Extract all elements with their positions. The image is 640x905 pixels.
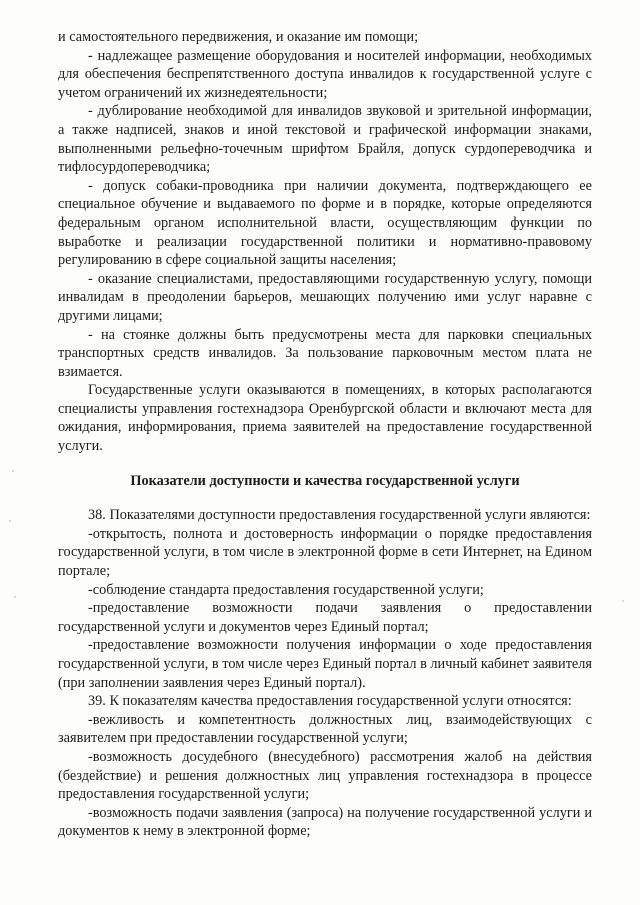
paragraph: 39. К показателям качества предоставления государственной услуги относятся: (88, 693, 572, 710)
paragraph: -вежливость и компетентность должностных лиц, взаимодействующих с заявителем при предоставлении государственной услуги; (58, 711, 592, 747)
scan-speck (622, 600, 624, 602)
scan-speck (14, 596, 16, 598)
paragraph: - надлежащее размещение оборудования и носителей информации, необходимых для обеспечения беспрепятственного доступа инвалидов к государственной услуге с учетом ограничений их жизнедеятельности; (58, 47, 592, 101)
paragraph: - на стоянке должны быть предусмотрены места для парковки специальных транспортных средств инвалидов. За пользование парковочным местом плата не взимается. (58, 326, 592, 380)
section-heading: Показатели доступности и качества государственной услуги (130, 472, 520, 489)
paragraph: -возможность досудебного (внесудебного) рассмотрения жалоб на действия (бездействие) и решения должностных лиц управления гостехнадзора в процессе предоставления государственной услуги; (58, 748, 592, 803)
paragraph: -соблюдение стандарта предоставления государственной услуги; (88, 581, 484, 598)
paragraph: 38. Показателями доступности предоставления государственной услуги являются: (88, 507, 591, 524)
paragraph: Государственные услуги оказываются в помещениях, в которых располагаются специалисты управления гостехнадзора Оренбургской области и включают места для ожидания, информирования, приема заявителей на предоставление государственной услуги. (58, 382, 592, 455)
scan-speck (12, 470, 14, 472)
paragraph: -предоставление возможности подачи заявления о предоставлении государственной услуги и документов через Единый портал; (58, 600, 592, 635)
paragraph: -предоставление возможности получения информации о ходе предоставления государственной услуги, в том числе через Единый портал в личный кабинет заявителя (при заполнении заявления через Единый портал). (58, 637, 592, 691)
paragraph: - оказание специалистами, предоставляющими государственную услугу, помощи инвалидам в преодолении барьеров, мешающих получению ими услуг наравне с другими лицами; (58, 270, 592, 324)
paragraph: и самостоятельного передвижения, и оказание им помощи; (58, 29, 419, 45)
document-body (58, 28, 592, 841)
paragraph: - допуск собаки-проводника при наличии документа, подтверждающего ее специальное обучение и выдаваемого по форме и в порядке, которые определяются федеральным органом исполнительной власти, осуществляющим функции по выработке и реализации государственной политики и нормативно-правовому регулированию в сфере социальной защиты населения; (58, 177, 592, 269)
paragraph: -возможность подачи заявления (запроса) на получение государственной услуги и документов к нему в электронной форме; (58, 804, 592, 840)
paragraph: - дублирование необходимой для инвалидов звуковой и зрительной информации, а также надписей, знаков и иной текстовой и графической информации знаками, выполненными рельефно-точечным шрифтом Брайля, допуск сурдопереводчика и тифлосурдопереводчика; (58, 103, 592, 176)
scan-speck (9, 520, 11, 522)
paragraph: -открытость, полнота и достоверность информации о порядке предоставления государственной услуги, в том числе в электронной форме в сети Интернет, на Едином портале; (58, 525, 592, 580)
